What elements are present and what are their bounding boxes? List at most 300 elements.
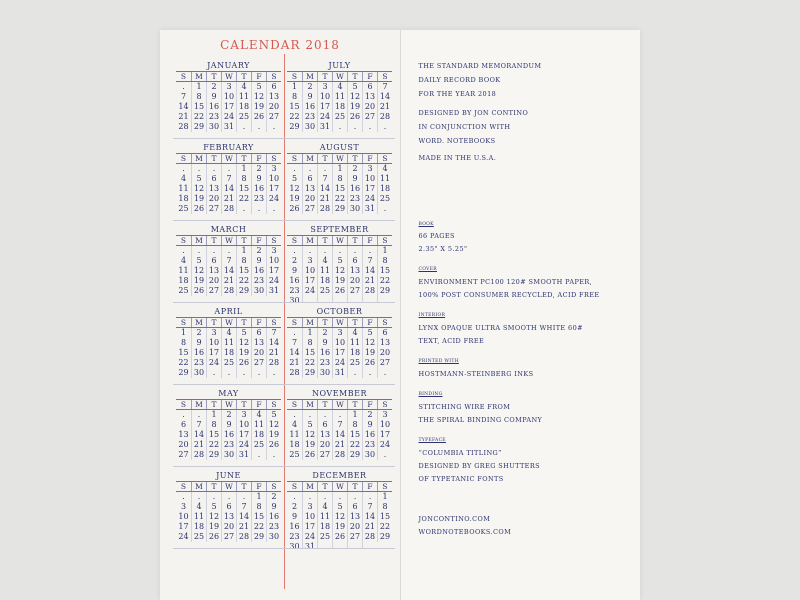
weekday-label: F [362, 400, 377, 409]
day-cell: 3 [302, 502, 317, 512]
weekday-label: S [377, 482, 392, 491]
day-cell: 10 [302, 512, 317, 522]
day-cell: 4 [191, 502, 206, 512]
section-label-cover: COVER [418, 267, 437, 272]
day-cell: 19 [332, 522, 347, 532]
day-cell: 22 [332, 194, 347, 204]
day-cell: 12 [332, 512, 347, 522]
day-cell: 5 [251, 82, 266, 92]
day-cell: 29 [206, 450, 221, 460]
day-cell: 25 [332, 112, 347, 122]
day-cell: . [182, 164, 185, 173]
day-cell: 18 [289, 440, 300, 449]
weekday-label: S [180, 154, 187, 163]
weekday-label: T [317, 236, 332, 245]
day-cell: 26 [191, 286, 206, 296]
day-cell: 20 [362, 102, 377, 112]
day-cell: 13 [347, 266, 362, 276]
weekday-label: S [377, 154, 392, 163]
website-word[interactable]: WORDNOTEBOOKS.COM [418, 528, 512, 536]
day-cell: . [377, 368, 392, 378]
day-cell: 17 [266, 266, 281, 276]
day-cell: 7 [291, 338, 298, 347]
day-grid [287, 328, 392, 378]
day-cell: 5 [236, 328, 251, 338]
day-cell: 2 [362, 410, 377, 420]
day-cell: 12 [347, 92, 362, 102]
typeface-line-2: DESIGNED BY GREG SHUTTERS [418, 462, 540, 470]
day-cell: 8 [191, 92, 206, 102]
day-cell: 17 [332, 348, 347, 358]
day-cell: 14 [191, 430, 206, 440]
day-cell: 21 [178, 112, 189, 121]
weekday-label: F [362, 236, 377, 245]
day-cell: 22 [191, 112, 206, 122]
weekday-label: T [206, 482, 221, 491]
day-cell: 20 [377, 348, 392, 358]
day-cell: 12 [236, 338, 251, 348]
day-cell: 18 [317, 276, 332, 286]
day-cell: 11 [191, 512, 206, 522]
day-cell: . [332, 122, 347, 132]
day-cell: 16 [206, 102, 221, 112]
day-cell: 18 [377, 184, 392, 194]
day-cell: 2 [206, 82, 221, 92]
day-cell: . [266, 368, 281, 378]
day-cell: 19 [236, 348, 251, 358]
weekday-label: T [206, 72, 221, 81]
day-cell: 27 [221, 532, 236, 542]
day-cell: . [332, 246, 347, 256]
day-cell: 21 [221, 194, 236, 204]
day-cell: 19 [362, 348, 377, 358]
weekday-header [287, 481, 392, 492]
weekday-label: F [362, 72, 377, 81]
weekday-label: S [291, 482, 298, 491]
day-cell: . [293, 328, 296, 337]
weekday-label: S [291, 236, 298, 245]
day-cell: 31 [317, 122, 332, 132]
day-cell: 15 [377, 512, 392, 522]
month-name: JANUARY [207, 61, 250, 70]
day-cell: . [347, 246, 362, 256]
day-cell: 24 [332, 358, 347, 368]
weekday-label: S [266, 72, 281, 81]
day-cell: 5 [206, 502, 221, 512]
day-cell: 6 [347, 256, 362, 266]
day-cell: 9 [191, 338, 206, 348]
day-cell: . [362, 246, 377, 256]
day-cell: 17 [302, 276, 317, 286]
day-cell: 20 [206, 276, 221, 286]
day-cell: 25 [347, 358, 362, 368]
weekday-label: T [317, 318, 332, 327]
day-cell: 1 [291, 82, 298, 91]
day-cell: 10 [221, 92, 236, 102]
weekday-label: S [291, 154, 298, 163]
month-may [173, 385, 284, 467]
day-cell: 15 [377, 266, 392, 276]
day-cell: 26 [266, 440, 281, 450]
day-cell: 19 [251, 102, 266, 112]
book-line-2: 2.35" X 5.25" [418, 245, 468, 253]
month-name: OCTOBER [316, 307, 363, 316]
day-cell: 16 [317, 348, 332, 358]
month-name: JULY [328, 61, 351, 70]
day-cell: 9 [251, 256, 266, 266]
day-cell: 16 [191, 348, 206, 358]
day-cell: 19 [289, 194, 300, 203]
day-cell: 13 [302, 184, 317, 194]
weekday-header [176, 317, 281, 328]
day-cell: 23 [302, 112, 317, 122]
weekday-header [287, 317, 392, 328]
day-cell: 5 [347, 82, 362, 92]
weekday-label: T [347, 236, 362, 245]
day-cell: 23 [191, 358, 206, 368]
day-cell: 5 [332, 256, 347, 266]
day-cell: 16 [362, 430, 377, 440]
day-cell: 4 [251, 410, 266, 420]
day-cell: 11 [317, 266, 332, 276]
day-cell: . [317, 164, 332, 174]
weekday-label: S [291, 72, 298, 81]
day-cell: 3 [266, 246, 281, 256]
day-cell: 30 [302, 122, 317, 132]
interior-line-2: TEXT, ACID FREE [418, 337, 485, 345]
day-cell: 6 [302, 174, 317, 184]
weekday-header [176, 235, 281, 246]
weekday-label: S [180, 318, 187, 327]
day-cell: . [302, 410, 317, 420]
day-grid [176, 492, 281, 542]
day-cell: 17 [266, 184, 281, 194]
day-cell: . [317, 542, 332, 549]
day-cell: 11 [332, 92, 347, 102]
weekday-label: W [332, 72, 347, 81]
day-cell: 10 [302, 266, 317, 276]
day-cell: 24 [206, 358, 221, 368]
day-cell: . [317, 410, 332, 420]
day-cell: 12 [266, 420, 281, 430]
day-grid [176, 246, 281, 296]
weekday-label: F [251, 72, 266, 81]
month-june [173, 467, 284, 549]
day-cell: 14 [236, 512, 251, 522]
day-cell: 11 [221, 338, 236, 348]
day-cell: 4 [317, 502, 332, 512]
day-cell: 25 [289, 450, 300, 459]
day-cell: 6 [266, 82, 281, 92]
day-cell: 3 [206, 328, 221, 338]
day-cell: 19 [191, 194, 206, 204]
day-cell: 13 [362, 92, 377, 102]
design-line-1: DESIGNED BY JON CONTINO [418, 109, 529, 117]
weekday-label: M [191, 72, 206, 81]
day-cell: 28 [191, 450, 206, 460]
weekday-header [287, 399, 392, 410]
day-cell: . [317, 492, 332, 502]
day-cell: 30 [289, 296, 300, 303]
day-cell: 8 [291, 92, 298, 101]
day-cell: 28 [266, 358, 281, 368]
day-cell: 1 [377, 492, 392, 502]
day-cell: 16 [289, 276, 300, 285]
month-january [173, 57, 284, 139]
day-cell: 30 [206, 122, 221, 132]
weekday-label: M [302, 482, 317, 491]
day-cell: 24 [302, 286, 317, 296]
day-cell: 17 [236, 430, 251, 440]
day-cell: 13 [178, 430, 189, 439]
weekday-label: T [236, 400, 251, 409]
day-cell: 3 [362, 164, 377, 174]
weekday-label: M [302, 400, 317, 409]
day-cell: 28 [221, 204, 236, 214]
weekday-label: T [347, 154, 362, 163]
day-cell: . [182, 246, 185, 255]
day-cell: 14 [362, 266, 377, 276]
day-cell: 21 [332, 440, 347, 450]
day-cell: 1 [236, 246, 251, 256]
day-cell: 9 [251, 174, 266, 184]
day-cell: 23 [206, 112, 221, 122]
day-cell: 11 [178, 184, 189, 193]
day-cell: 11 [236, 92, 251, 102]
day-cell: 25 [317, 286, 332, 296]
day-cell: 5 [332, 502, 347, 512]
day-grid [287, 164, 392, 214]
day-cell: 25 [178, 286, 189, 295]
day-cell: 7 [221, 174, 236, 184]
day-cell: 4 [347, 328, 362, 338]
weekday-label: W [221, 154, 236, 163]
day-cell: 8 [347, 420, 362, 430]
day-cell: 30 [266, 532, 281, 542]
weekday-label: S [266, 318, 281, 327]
day-cell: 10 [236, 420, 251, 430]
day-cell: 22 [347, 440, 362, 450]
day-cell: 23 [221, 440, 236, 450]
day-cell: . [221, 368, 236, 378]
day-cell: 11 [347, 338, 362, 348]
day-cell: 24 [266, 276, 281, 286]
day-cell: 1 [236, 164, 251, 174]
day-cell: 11 [178, 266, 189, 275]
day-cell: 5 [191, 256, 206, 266]
intro-line-2: DAILY RECORD BOOK [418, 76, 501, 84]
day-cell: 10 [266, 256, 281, 266]
month-name: APRIL [214, 307, 243, 316]
day-cell: 14 [178, 102, 189, 111]
weekday-label: M [302, 154, 317, 163]
weekday-label: F [251, 400, 266, 409]
weekday-label: W [332, 236, 347, 245]
day-cell: 30 [362, 450, 377, 460]
weekday-label: T [236, 154, 251, 163]
day-cell: 18 [317, 522, 332, 532]
day-cell: 18 [332, 102, 347, 112]
month-march [173, 221, 284, 303]
weekday-label: S [377, 318, 392, 327]
day-cell: . [347, 368, 362, 378]
weekday-label: W [332, 154, 347, 163]
day-cell: 26 [332, 532, 347, 542]
day-cell: 9 [347, 174, 362, 184]
day-cell: 17 [317, 102, 332, 112]
day-grid [287, 410, 392, 460]
day-cell: 7 [180, 92, 187, 101]
day-cell: 28 [317, 204, 332, 214]
day-cell: 15 [236, 266, 251, 276]
weekday-label: W [221, 318, 236, 327]
day-cell: 8 [180, 338, 187, 347]
day-cell: 25 [191, 532, 206, 542]
day-cell: 12 [332, 266, 347, 276]
weekday-header [176, 153, 281, 164]
day-cell: 21 [236, 522, 251, 532]
day-cell: 7 [191, 420, 206, 430]
day-cell: 19 [206, 522, 221, 532]
day-cell: . [251, 204, 266, 214]
day-cell: 15 [332, 184, 347, 194]
day-cell: . [182, 82, 185, 91]
day-cell: 24 [236, 440, 251, 450]
day-cell: 3 [180, 502, 187, 511]
day-grid [287, 492, 392, 549]
day-cell: 19 [347, 102, 362, 112]
month-august [284, 139, 395, 221]
day-cell: 26 [347, 112, 362, 122]
weekday-label: T [206, 154, 221, 163]
day-cell: 4 [332, 82, 347, 92]
weekday-label: T [347, 318, 362, 327]
day-cell: 6 [221, 502, 236, 512]
day-cell: 12 [362, 338, 377, 348]
day-cell: 27 [377, 358, 392, 368]
intro-line-3: FOR THE YEAR 2018 [418, 90, 497, 98]
day-cell: 2 [302, 82, 317, 92]
day-cell: 30 [347, 204, 362, 214]
day-cell: . [332, 410, 347, 420]
day-cell: 15 [178, 348, 189, 357]
day-cell: . [206, 246, 221, 256]
weekday-label: W [332, 400, 347, 409]
day-cell: 15 [191, 102, 206, 112]
day-cell: 8 [377, 502, 392, 512]
weekday-label: F [362, 482, 377, 491]
day-cell: 31 [332, 368, 347, 378]
month-name: MARCH [210, 225, 247, 234]
day-cell: 8 [302, 338, 317, 348]
day-cell: 3 [302, 256, 317, 266]
day-cell: 6 [206, 256, 221, 266]
calendar-page [160, 30, 401, 600]
day-cell: 5 [362, 328, 377, 338]
day-cell: 22 [289, 112, 300, 121]
day-cell: . [191, 246, 206, 256]
day-cell: . [236, 492, 251, 502]
day-cell: 20 [317, 440, 332, 450]
day-cell: 8 [206, 420, 221, 430]
weekday-label: W [332, 318, 347, 327]
day-cell: 2 [251, 164, 266, 174]
day-cell: 30 [289, 542, 300, 549]
day-cell: . [317, 296, 332, 303]
day-cell: 27 [302, 204, 317, 214]
day-cell: 6 [180, 420, 187, 429]
day-cell: 28 [362, 532, 377, 542]
day-cell: 21 [289, 358, 300, 367]
day-cell: 29 [289, 122, 300, 131]
day-cell: . [377, 204, 392, 214]
weekday-label: M [191, 236, 206, 245]
weekday-label: W [221, 236, 236, 245]
month-november [284, 385, 395, 467]
day-cell: 28 [221, 286, 236, 296]
day-cell: . [362, 122, 377, 132]
day-cell: 6 [251, 328, 266, 338]
day-cell: 30 [191, 368, 206, 378]
weekday-label: M [302, 236, 317, 245]
day-cell: 22 [178, 358, 189, 367]
weekday-label: W [221, 72, 236, 81]
day-cell: 24 [362, 194, 377, 204]
design-line-2: IN CONJUNCTION WITH [418, 123, 511, 131]
day-cell: . [206, 368, 221, 378]
day-cell: 13 [251, 338, 266, 348]
day-cell: 26 [236, 358, 251, 368]
day-cell: 13 [317, 430, 332, 440]
day-cell: 26 [332, 286, 347, 296]
day-cell: 23 [251, 194, 266, 204]
day-cell: . [362, 368, 377, 378]
day-cell: 7 [266, 328, 281, 338]
day-cell: 28 [289, 368, 300, 377]
weekday-label: W [221, 482, 236, 491]
day-grid [176, 82, 281, 132]
day-cell: 2 [291, 502, 298, 511]
day-cell: 1 [251, 492, 266, 502]
day-cell: . [191, 492, 206, 502]
day-cell: 30 [251, 286, 266, 296]
day-cell: 1 [377, 246, 392, 256]
day-cell: 12 [251, 92, 266, 102]
day-cell: . [236, 204, 251, 214]
day-cell: 28 [236, 532, 251, 542]
day-cell: 3 [317, 82, 332, 92]
day-cell: 31 [362, 204, 377, 214]
day-cell: 9 [317, 338, 332, 348]
day-cell: 10 [206, 338, 221, 348]
day-cell: 15 [236, 184, 251, 194]
weekday-label: M [302, 318, 317, 327]
day-cell: 9 [266, 502, 281, 512]
day-cell: 16 [302, 102, 317, 112]
day-cell: 6 [206, 174, 221, 184]
day-cell: . [293, 492, 296, 501]
month-name: NOVEMBER [312, 389, 367, 398]
day-cell: . [191, 164, 206, 174]
weekday-label: S [266, 154, 281, 163]
weekday-label: F [251, 154, 266, 163]
website-jon[interactable]: JONCONTINO.COM [418, 515, 491, 523]
day-cell: 27 [206, 286, 221, 296]
day-cell: 31 [302, 542, 317, 549]
day-cell: 13 [377, 338, 392, 348]
day-cell: 27 [317, 450, 332, 460]
day-cell: 1 [347, 410, 362, 420]
